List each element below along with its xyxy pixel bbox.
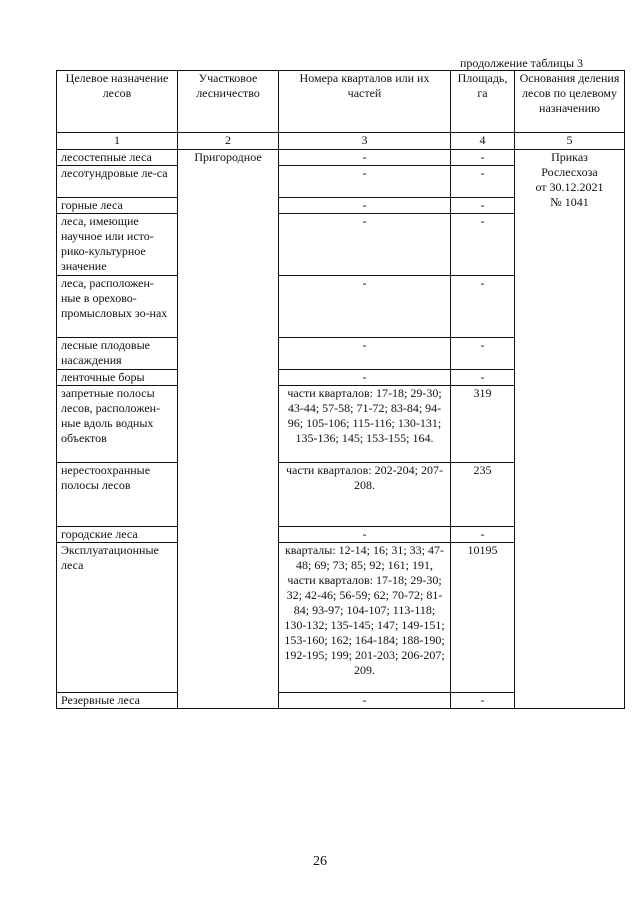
area-cell: - <box>451 527 515 543</box>
quarters-cell: - <box>279 693 451 709</box>
basis-line: от 30.12.2021 <box>535 180 604 194</box>
quarters-cell: - <box>279 276 451 338</box>
basis-cell <box>515 150 625 709</box>
area-cell: - <box>451 338 515 370</box>
quarters-cell: - <box>279 166 451 198</box>
table-row <box>57 150 625 166</box>
quarters-cell: - <box>279 150 451 166</box>
area-cell: 235 <box>451 463 515 527</box>
purpose-cell: ленточные боры <box>57 370 178 386</box>
basis-line: Рослесхоза <box>541 165 598 179</box>
district-cell: Пригородное <box>178 150 279 709</box>
area-cell: - <box>451 198 515 214</box>
area-cell: - <box>451 150 515 166</box>
table-continuation-caption: продолжение таблицы 3 <box>460 56 584 70</box>
purpose-cell: запретные полосы лесов, расположен-ные вдоль водных объектов <box>57 386 178 463</box>
area-cell: - <box>451 276 515 338</box>
page-number: 26 <box>313 854 327 869</box>
col-number: 1 <box>57 133 178 150</box>
quarters-cell: - <box>279 214 451 276</box>
area-cell: - <box>451 166 515 198</box>
purpose-cell: лесотундровые ле-са <box>57 166 178 198</box>
purpose-cell: леса, имеющие научное или исто-рико-культурное значение <box>57 214 178 276</box>
forest-purpose-table <box>56 70 625 709</box>
col-number: 5 <box>515 133 625 150</box>
purpose-cell: городские леса <box>57 527 178 543</box>
col-number: 3 <box>279 133 451 150</box>
col-number: 4 <box>451 133 515 150</box>
basis-line: Приказ <box>551 150 588 164</box>
column-number-row <box>57 133 625 150</box>
quarters-cell: части кварталов: 17-18; 29-30; 43-44; 57-58; 71-72; 83-84; 94-96; 105-106; 115-116; 130-131; 135-136; 145; 153-155; 164. <box>279 386 451 463</box>
purpose-cell: лесостепные леса <box>57 150 178 166</box>
header-purpose: Целевое назначение лесов <box>57 71 178 133</box>
col-number: 2 <box>178 133 279 150</box>
area-cell: - <box>451 370 515 386</box>
purpose-cell: леса, расположен-ные в орехово-промысловых зо-нах <box>57 276 178 338</box>
quarters-cell: кварталы: 12-14; 16; 31; 33; 47-48; 69; 73; 85; 92; 161; 191, части кварталов: 17-18; 29-30; 32; 42-46; 56-59; 62; 70-72; 81-84; 93-97; 104-107; 113-118; 130-132; 135-145; 147; 149-151; 153-160; 162; 164-184; 188-190; 192-195; 199; 201-203; 206-207; 209. <box>279 543 451 693</box>
quarters-cell: - <box>279 527 451 543</box>
quarters-cell: части кварталов: 202-204; 207-208. <box>279 463 451 527</box>
header-district: Участковое лесничество <box>178 71 279 133</box>
purpose-cell: нерестоохранные полосы лесов <box>57 463 178 527</box>
purpose-cell: Эксплуатационные леса <box>57 543 178 693</box>
purpose-cell: горные леса <box>57 198 178 214</box>
purpose-cell: лесные плодовые насаждения <box>57 338 178 370</box>
header-basis: Основания деления лесов по целевому назначению <box>515 71 625 133</box>
purpose-cell: Резервные леса <box>57 693 178 709</box>
area-cell: - <box>451 214 515 276</box>
header-row <box>57 71 625 133</box>
area-cell: 319 <box>451 386 515 463</box>
header-area: Площадь, га <box>451 71 515 133</box>
quarters-cell: - <box>279 338 451 370</box>
area-cell: 10195 <box>451 543 515 693</box>
area-cell: - <box>451 693 515 709</box>
header-quarters: Номера кварталов или их частей <box>279 71 451 133</box>
quarters-cell: - <box>279 198 451 214</box>
basis-line: № 1041 <box>550 195 589 209</box>
quarters-cell: - <box>279 370 451 386</box>
